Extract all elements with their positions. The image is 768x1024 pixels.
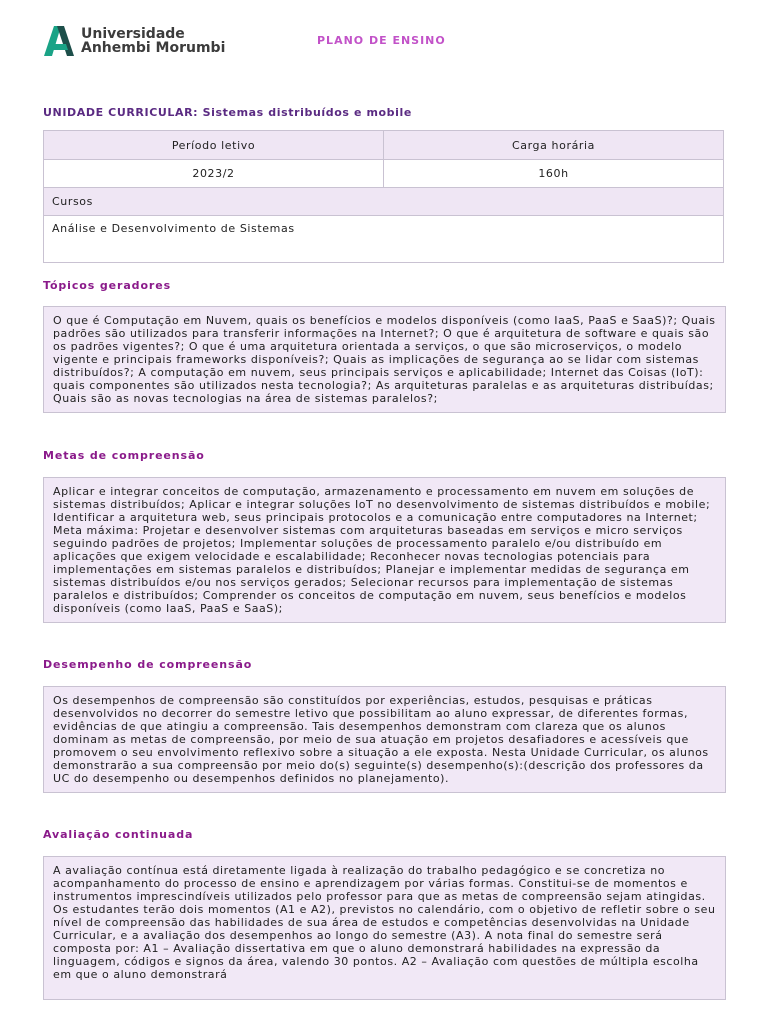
period-label: Período letivo: [44, 131, 384, 160]
document-header: [0, 0, 768, 70]
section-box-avaliacao: A avaliação contínua está diretamente ligada à realização do trabalho pedagógico e se concretiza no acompanhamento do processo de ensino e aprendizagem por várias formas. Constitui-se de momentos e instrumentos imprescindíveis utilizados pelo professor para que as metas de compreensão sejam atingidas. Os estudantes terão dois momentos (A1 e A2), previstos no calendário, com o objetivo de refletir sobre o seu nível de compreensão das habilidades de sua área de estudos e competências desenvolvidas na Unidade Curricular, e a avaliação dos desempenhos ao longo do semestre (A3). A nota final do semestre será composta por: A1 – Avaliação dissertativa em que o aluno demonstrará habilidades na expressão da linguagem, códigos e signos da área, valendo 30 pontos. A2 – Avaliação com questões de múltipla escolha em que o aluno demonstrará: [43, 856, 726, 1000]
logo-line-1: Universidade: [81, 26, 185, 42]
courses-value: Análise e Desenvolvimento de Sistemas: [44, 216, 724, 263]
workload-label: Carga horária: [384, 131, 724, 160]
info-table: [43, 130, 724, 263]
anhembi-morumbi-logo-icon: [44, 26, 74, 56]
section-box-metas: Aplicar e integrar conceitos de computação, armazenamento e processamento em nuvem em soluções de sistemas distribuídos; Aplicar e integrar soluções IoT no desenvolvimento de sistemas distribuídos e mobile; Identificar a arquitetura web, seus principais protocolos e a comunicação entre computadores na Internet; Meta máxima: Projetar e desenvolver sistemas com arquiteturas baseadas em serviços e micro serviços seguindo padrões de projetos; Implementar soluções de processamento paralelo e/ou distribuído em aplicações que exigem velocidade e escalabilidade; Reconhecer novas tecnologias potenciais para implementações em sistemas paralelos e distribuídos; Planejar e implementar medidas de segurança em sistemas distribuídos e/ou nos serviços gerados; Selecionar recursos para implementação de sistemas paralelos e distribuídos; Comprender os conceitos de computação em nuvem, seus benefícios e modelos disponíveis (como IaaS, PaaS e SaaS);: [43, 477, 726, 623]
section-box-desempenho: Os desempenhos de compreensão são constituídos por experiências, estudos, pesquisas e práticas desenvolvidos no decorrer do semestre letivo que possibilitam ao aluno expressar, de diferentes formas, evidências de que atingiu a compreensão. Tais desempenhos demonstram com clareza que os alunos dominam as metas de compreensão, por meio de sua atuação em projetos desafiadores e acessíveis que promovem o seu envolvimento reflexivo sobre a situação a ele exposta. Nesta Unidade Curricular, os alunos demonstrarão a sua compreensão por meio do(s) seguinte(s) desempenho(s):(descrição dos professores da UC do desempenho ou desempenhos definidos no planejamento).: [43, 686, 726, 793]
section-title-desempenho: Desempenho de compreensão: [43, 658, 253, 671]
period-value: 2023/2: [44, 160, 384, 188]
section-title-avaliacao: Avaliação continuada: [43, 828, 194, 841]
workload-value: 160h: [384, 160, 724, 188]
logo-text: [81, 27, 225, 55]
university-logo: [44, 26, 225, 56]
courses-label: Cursos: [44, 188, 724, 216]
logo-line-2: Anhembi Morumbi: [81, 40, 226, 56]
plan-title: PLANO DE ENSINO: [317, 34, 446, 47]
section-title-topicos: Tópicos geradores: [43, 279, 172, 292]
section-box-topicos: O que é Computação em Nuvem, quais os benefícios e modelos disponíveis (como IaaS, PaaS e SaaS)?; Quais padrões são utilizados para transferir informações na Internet?; O que é arquitetura de software e quais são os padrões vigentes?; O que é uma arquitetura orientada a serviços, o que são microserviços, o modelo vigente e principais frameworks disponíveis?; Quais as implicações de segurança ao se lidar com sistemas distribuídos?; A computação em nuvem, seus principais serviços e aplicabilidade; Internet das Coisas (IoT): quais componentes são utilizados nesta tecnologia?; As arquiteturas paralelas e as arquiteturas distribuídas; Quais são as novas tecnologias na área de sistemas paralelos?;: [43, 306, 726, 413]
section-title-metas: Metas de compreensão: [43, 449, 205, 462]
unit-title: UNIDADE CURRICULAR: Sistemas distribuídos e mobile: [43, 106, 412, 119]
